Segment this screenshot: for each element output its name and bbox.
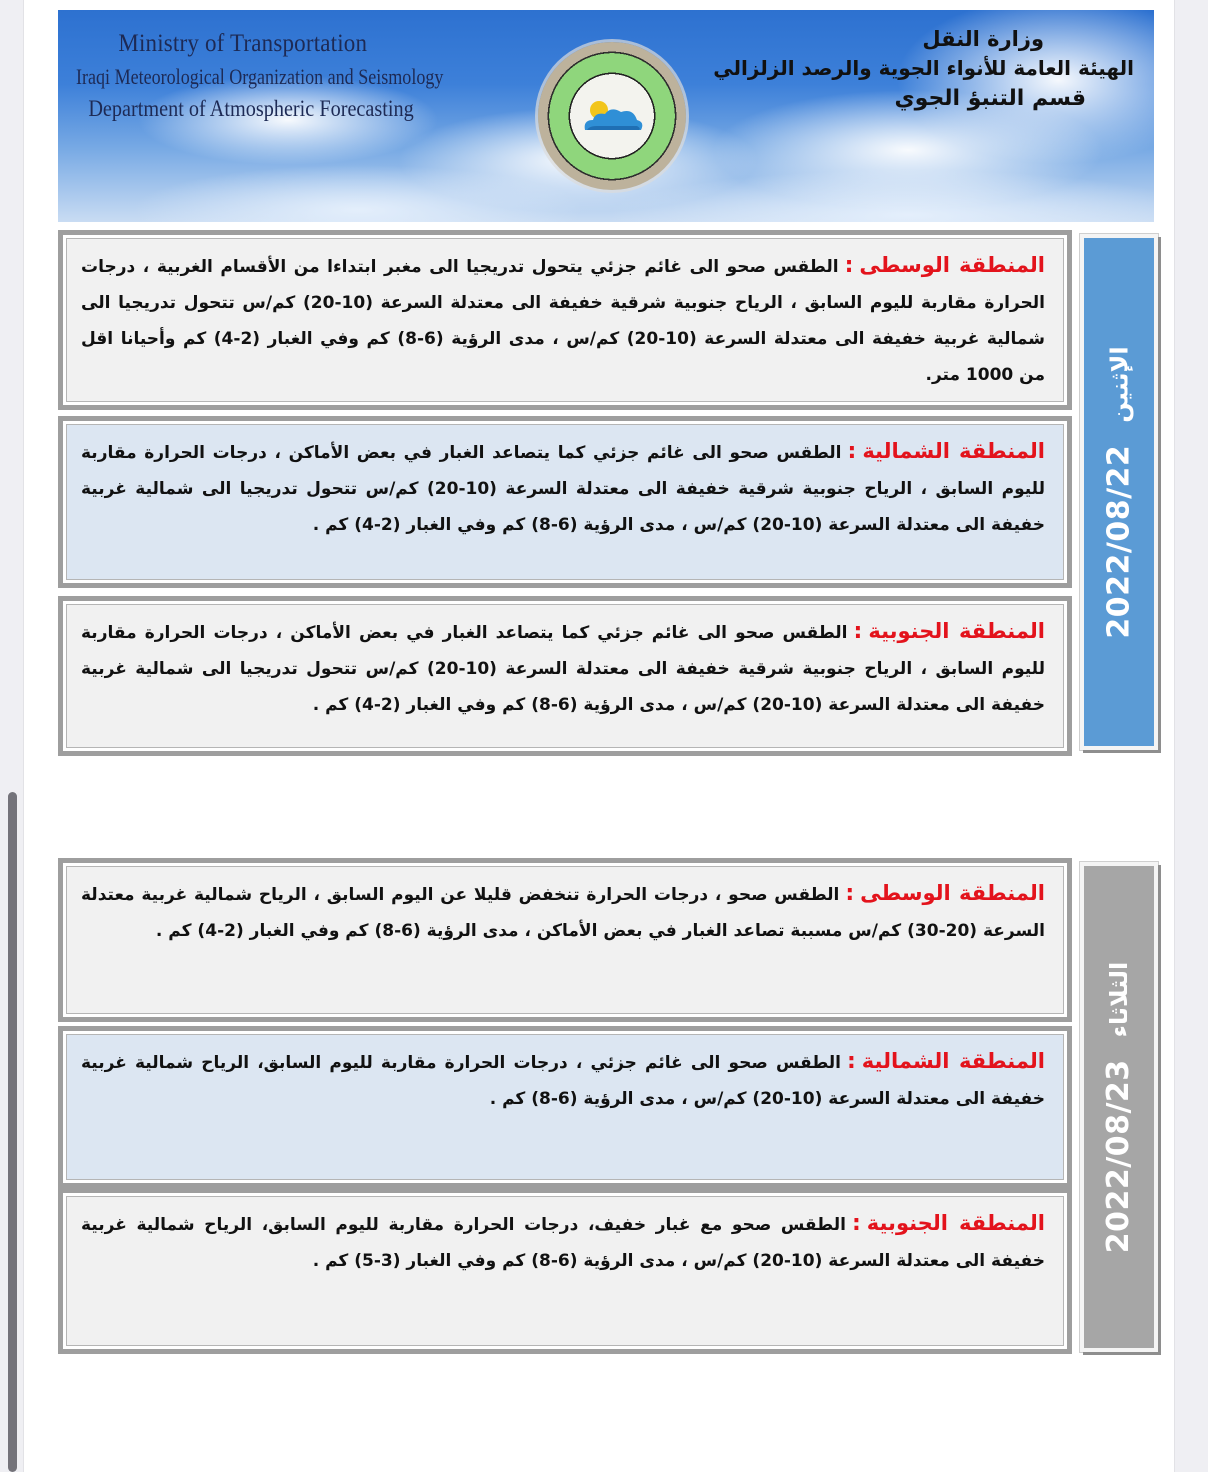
region-separator: : bbox=[851, 1211, 861, 1236]
right-margin bbox=[1174, 0, 1208, 1472]
region-panel-north bbox=[58, 1026, 1072, 1188]
region-panel-central bbox=[58, 858, 1072, 1022]
header-banner bbox=[58, 10, 1154, 222]
region-panel-south bbox=[58, 1188, 1072, 1354]
region-title: المنطقة الجنوبية bbox=[868, 619, 1045, 643]
english-header bbox=[76, 28, 524, 124]
date-value: 2022/08/23 bbox=[1101, 1058, 1137, 1253]
region-title: المنطقة الوسطى bbox=[859, 253, 1045, 277]
region-title: المنطقة الجنوبية bbox=[866, 1211, 1045, 1235]
region-title: المنطقة الشمالية bbox=[862, 439, 1046, 463]
region-forecast-text: الطقس صحو ، درجات الحرارة تنخفض قليلا عن اليوم السابق ، الرياح شمالية غربية معتدلة السرعة (20-30) كم/س مسببة تصاعد الغبار في بعض الأماكن ، مدى الرؤية (6-8) كم وفي الغبار (2-4) كم . bbox=[81, 885, 1045, 941]
organization-logo-icon bbox=[538, 42, 686, 190]
region-title: المنطقة الشمالية bbox=[861, 1049, 1045, 1073]
ministry-title-en: Ministry of Transportation bbox=[118, 30, 368, 57]
region-panel-north bbox=[58, 416, 1072, 588]
region-text-block bbox=[66, 238, 1064, 402]
region-text-block bbox=[66, 866, 1064, 1014]
region-separator: : bbox=[844, 253, 854, 278]
region-text-block bbox=[66, 1034, 1064, 1180]
region-separator: : bbox=[853, 619, 863, 644]
date-label bbox=[1102, 961, 1137, 1252]
ministry-title-ar: وزارة النقل bbox=[922, 27, 1044, 51]
department-title-ar: قسم التنبؤ الجوي bbox=[894, 86, 1086, 112]
region-separator: : bbox=[846, 1049, 856, 1074]
vertical-scrollbar[interactable] bbox=[8, 792, 17, 1472]
region-forecast-text: الطقس صحو الى غائم جزئي كما يتصاعد الغبار في بعض الأماكن ، درجات الحرارة مقاربة لليوم السابق ، الرياح جنوبية شرقية خفيفة الى معتدلة السرعة (10-20) كم/س تتحول تدريجيا الى شمالية غربية خفيفة الى معتدلة السرعة (10-20) كم/س ، مدى الرؤية (6-8) كم وفي الغبار (2-4) كم . bbox=[81, 443, 1045, 535]
sun-cloud-icon bbox=[577, 94, 647, 138]
date-value: 2022/08/22 bbox=[1101, 444, 1137, 639]
region-text-block bbox=[66, 1196, 1064, 1346]
region-text-block bbox=[66, 424, 1064, 580]
region-forecast-text: الطقس صحو الى غائم جزئي ، درجات الحرارة مقاربة لليوم السابق، الرياح شمالية غربية خفيفة الى معتدلة السرعة (10-20) كم/س ، مدى الرؤية (6-8) كم . bbox=[81, 1053, 1045, 1109]
region-forecast-text: الطقس صحو الى غائم جزئي يتحول تدريجيا الى مغبر ابتداءا من الأقسام الغربية ، درجات الحرارة مقاربة لليوم السابق ، الرياح جنوبية شرقية خفيفة الى معتدلة السرعة (10-20) كم/س تتحول تدريجيا الى شمالية غربية خفيفة الى معتدلة السرعة (10-20) كم/س ، مدى الرؤية (6-8) كم وفي الغبار (2-4) كم وأحيانا اقل من 1000 متر. bbox=[81, 257, 1046, 385]
region-panel-central bbox=[58, 230, 1072, 410]
region-separator: : bbox=[845, 881, 855, 906]
date-label bbox=[1102, 346, 1137, 638]
date-strip-day-1 bbox=[1080, 234, 1158, 750]
forecast-day-2 bbox=[58, 858, 1158, 1356]
organization-title-ar: الهيئة العامة للأنواء الجوية والرصد الزلزالي bbox=[713, 56, 1134, 81]
arabic-header bbox=[713, 24, 1134, 115]
day-name: الثلاثاء bbox=[1105, 961, 1133, 1037]
forecast-day-1 bbox=[58, 230, 1158, 756]
region-forecast-text: الطقس صحو الى غائم جزئي كما يتصاعد الغبار في بعض الأماكن ، درجات الحرارة مقاربة لليوم السابق ، الرياح جنوبية شرقية خفيفة الى معتدلة السرعة (10-20) كم/س تتحول تدريجيا الى شمالية غربية خفيفة الى معتدلة السرعة (10-20) كم/س ، مدى الرؤية (6-8) كم وفي الغبار (2-4) كم . bbox=[81, 623, 1045, 715]
region-panel-south bbox=[58, 596, 1072, 756]
region-separator: : bbox=[847, 439, 857, 464]
region-forecast-text: الطقس صحو مع غبار خفيف، درجات الحرارة مقاربة لليوم السابق، الرياح شمالية غربية خفيفة الى معتدلة السرعة (10-20) كم/س ، مدى الرؤية (6-8) كم وفي الغبار (3-5) كم . bbox=[81, 1215, 1045, 1271]
date-strip-day-2 bbox=[1080, 862, 1158, 1352]
organization-title-en: Iraqi Meteorological Organization and Seismology bbox=[76, 64, 444, 90]
department-title-en: Department of Atmospheric Forecasting bbox=[88, 95, 414, 121]
region-text-block bbox=[66, 604, 1064, 748]
day-name: الإثنين bbox=[1105, 345, 1133, 423]
region-title: المنطقة الوسطى bbox=[860, 881, 1045, 905]
